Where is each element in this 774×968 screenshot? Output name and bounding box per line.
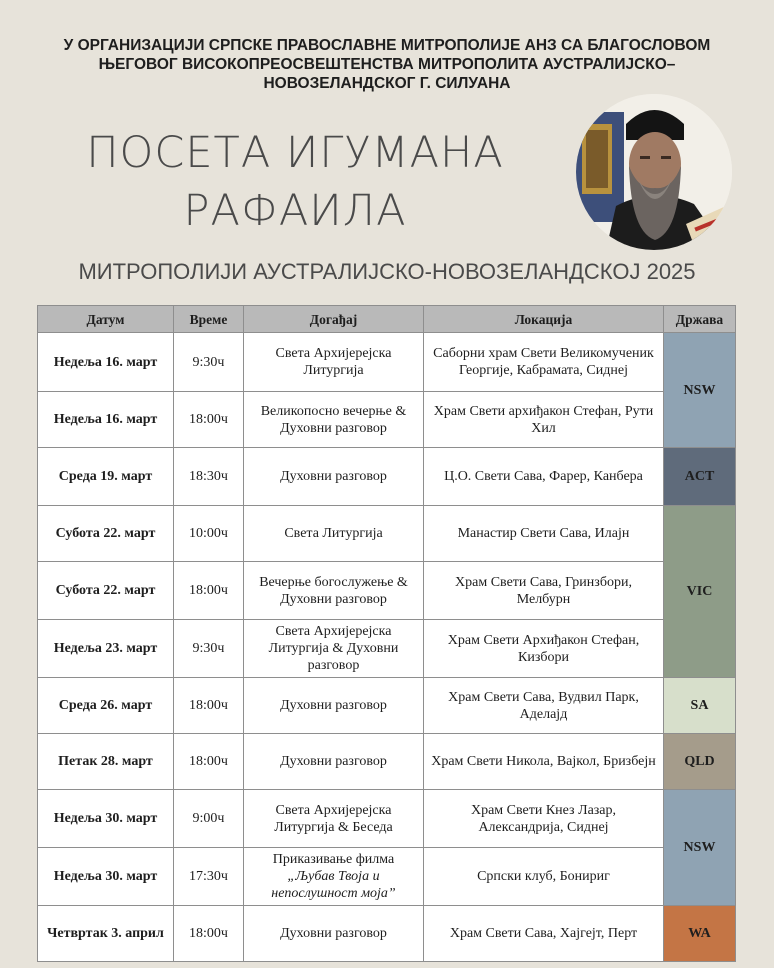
cell-date: Четвртак 3. април [38,906,174,962]
cell-time: 18:00ч [174,392,244,448]
column-header-event: Догађај [244,306,424,333]
cell-location: Храм Свети Кнез Лазар, Александрија, Сиднеј [424,790,664,848]
portrait-illustration [576,94,732,250]
cell-time: 18:00ч [174,906,244,962]
table-row [38,848,736,906]
table-row [38,906,736,962]
cell-state-act: ACT [664,448,736,506]
table-row [38,392,736,448]
column-header-time: Време [174,306,244,333]
cell-date: Недеља 30. март [38,848,174,906]
cell-location: Ц.О. Свети Сава, Фарер, Канбера [424,448,664,506]
cell-state-qld: QLD [664,734,736,790]
cell-time: 9:30ч [174,333,244,392]
title-line-1: ПОСЕТА ИГУМАНА [86,128,504,178]
cell-time: 10:00ч [174,506,244,562]
cell-event: Света Архијерејска Литургија & Беседа [244,790,424,848]
cell-date: Недеља 30. март [38,790,174,848]
header-line: НОВОЗЕЛАНДСКОГ Г. СИЛУАНА [263,75,511,92]
column-header-state: Држава [664,306,736,333]
table-row [38,333,736,392]
header-line: ЊЕГОВОГ ВИСОКОПРЕОСВЕШТЕНСТВА МИТРОПОЛИТА АУСТРАЛИЈСКО– [98,56,676,73]
cell-event: Света Архијерејска Литургија [244,333,424,392]
cell-location: Храм Свети Архиђакон Стефан, Кизбори [424,620,664,678]
cell-date: Субота 22. март [38,506,174,562]
cell-location: Храм Свети Никола, Вајкол, Бризбејн [424,734,664,790]
film-title: „Љубав Твоја и непослушност моја” [271,869,396,901]
cell-time: 18:00ч [174,678,244,734]
table-header-row [38,306,736,333]
cell-event: Духовни разговор [244,906,424,962]
cell-time: 9:30ч [174,620,244,678]
abbot-portrait [576,94,732,250]
cell-event: Духовни разговор [244,734,424,790]
table-row [38,506,736,562]
cell-date: Субота 22. март [38,562,174,620]
cell-date: Петак 28. март [38,734,174,790]
cell-location: Храм Свети Сава, Хајгејт, Перт [424,906,664,962]
cell-state-nsw: NSW [664,790,736,906]
table-row [38,448,736,506]
cell-time: 18:30ч [174,448,244,506]
column-header-date: Датум [38,306,174,333]
cell-location: Српски клуб, Бонириг [424,848,664,906]
cell-state-wa: WA [664,906,736,962]
schedule-table [37,305,736,962]
table-row [38,562,736,620]
cell-date: Среда 19. март [38,448,174,506]
page-title [60,124,530,240]
film-screening-label: Приказивање филма [272,852,395,867]
cell-location: Храм Свети архиђакон Стефан, Рути Хил [424,392,664,448]
cell-event: Духовни разговор [244,448,424,506]
cell-event: Света Архијерејска Литургија & Духовни разговор [244,620,424,678]
cell-event: Духовни разговор [244,678,424,734]
title-line-2: РАФАИЛА [183,186,407,236]
organizer-header [0,36,774,93]
table-row [38,620,736,678]
cell-event: Великопосно вечерње & Духовни разговор [244,392,424,448]
cell-location: Храм Свети Сава, Гринзбори, Мелбурн [424,562,664,620]
cell-date: Недеља 16. март [38,333,174,392]
cell-time: 18:00ч [174,734,244,790]
cell-date: Среда 26. март [38,678,174,734]
cell-time: 17:30ч [174,848,244,906]
cell-event: Вечерње богослужење & Духовни разговор [244,562,424,620]
header-line: У ОРГАНИЗАЦИЈИ СРПСКЕ ПРАВОСЛАВНЕ МИТРОПОЛИЈЕ АНЗ СА БЛАГОСЛОВОМ [63,37,711,54]
cell-date: Недеља 23. март [38,620,174,678]
cell-state-sa: SA [664,678,736,734]
cell-time: 9:00ч [174,790,244,848]
cell-location: Манастир Свети Сава, Илајн [424,506,664,562]
column-header-location: Локација [424,306,664,333]
cell-event [244,848,424,906]
subtitle: МИТРОПОЛИЈИ АУСТРАЛИЈСКО-НОВОЗЕЛАНДСКОЈ 2025 [78,259,696,284]
cell-state-vic: VIC [664,506,736,678]
table-row [38,734,736,790]
cell-location: Саборни храм Свети Великомученик Георгије, Кабрамата, Сиднеј [424,333,664,392]
cell-event: Света Литургија [244,506,424,562]
cell-date: Недеља 16. март [38,392,174,448]
table-row [38,790,736,848]
cell-state-nsw: NSW [664,333,736,448]
cell-time: 18:00ч [174,562,244,620]
cell-location: Храм Свети Сава, Вудвил Парк, Аделајд [424,678,664,734]
table-row [38,678,736,734]
